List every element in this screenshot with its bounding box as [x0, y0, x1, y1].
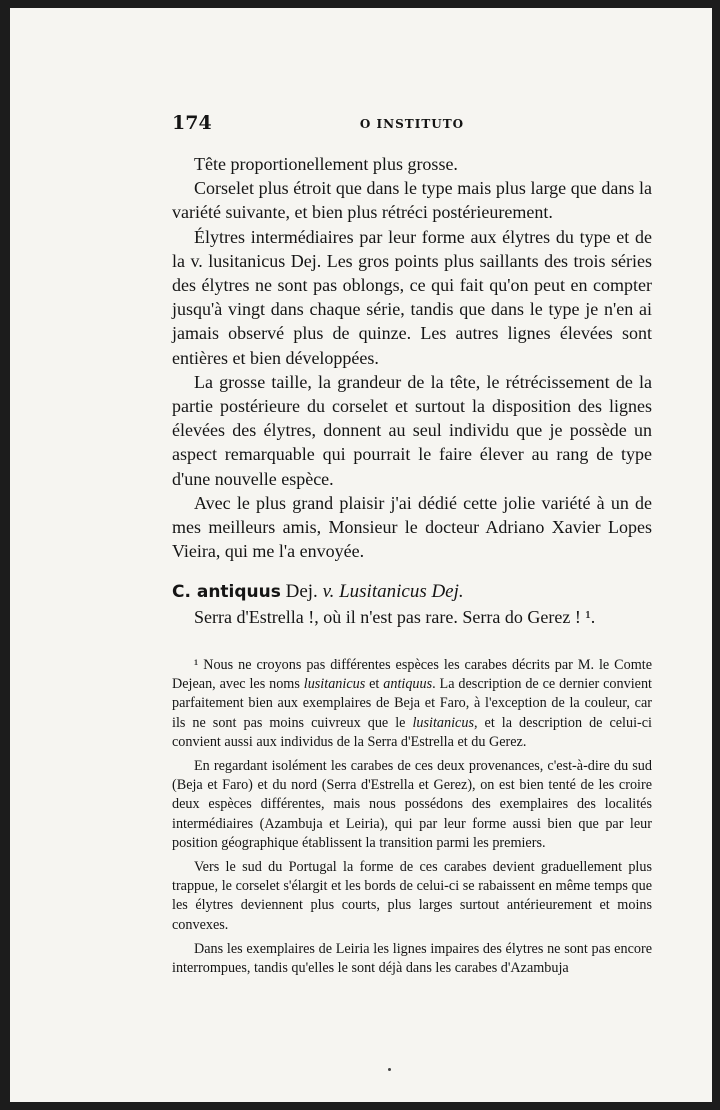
paragraph-dedication: Avec le plus grand plaisir j'ai dédié cette jolie variété à un de mes meilleurs amis, Monsieur le docteur Adriano Xavier Lopes Vieira, qui me l'a envoyée.	[172, 492, 652, 562]
footnote-paragraph-2: En regardant isolément les carabes de ces deux provenances, c'est-à-dire du sud (Beja et Faro) et du nord (Serra d'Estrella et Gerez), on est bien tenté de les croire deux espèces différentes, mais nous possédons des exemplaires des localités intermédiaires (Azambuja et Leiria), qui par leur forme aussi bien que par leur position géographique établissent la transition parmi les premiers.	[172, 758, 652, 851]
species-author: Dej.	[285, 581, 318, 603]
footnote-1-text-d: , et la description de celui-ci convient aussi aux individus de la Serra d'Estrella et du Gerez.	[172, 714, 653, 750]
paragraph-elytres-description: Élytres intermédiaires par leur forme aux élytres du type et de la v. lusitanicus Dej. Les gros points plus saillants des trois séries des élytres ne sont pas oblongs, ce qui fait qu'on peut en compter jusqu'à vingt dans chaque série, tandis que dans le type je n'en ai jamais observé plus de quinze. Les autres lignes élevées sont entières et bien développées.	[172, 226, 652, 368]
footnotes	[172, 656, 652, 983]
footnote-paragraph-4: Dans les exemplaires de Leiria les lignes impaires des élytres ne sont pas encore interrompues, tandis qu'elles le sont déjà dans les carabes d'Azambuja	[172, 940, 652, 977]
page-number: 174	[172, 112, 212, 134]
paragraph-remarks: La grosse taille, la grandeur de la tête, le rétrécissement de la partie postérieure du corselet et surtout la disposition des lignes élevées des élytres, donnent au seul individu que je possède un aspect remarquable qui pourrait le faire élever au rang de type d'une nouvelle espèce.	[172, 371, 652, 489]
footnote-1-lusitanicus: lusitanicus	[303, 676, 366, 693]
footnote-1	[172, 656, 652, 752]
footnote-1-text-b: et	[365, 676, 384, 693]
footnote-1-text-a: Nous ne croyons pas différentes espèces les carabes décrits par M. le Comte Dejean, avec les noms	[172, 657, 652, 693]
page-header	[172, 112, 652, 138]
book-page	[10, 8, 712, 1102]
paragraph-head-description: Tête proportionellement plus grosse.	[194, 154, 458, 174]
species-heading	[172, 579, 652, 605]
footnote-paragraph-3: Vers le sud du Portugal la forme de ces carabes devient graduellement plus trappue, le corselet s'élargit et les bords de celui-ci se rabaissent en même temps que les élytres deviennent plus courts, plus larges surtout antérieurement et moins convexes.	[172, 859, 652, 933]
print-mark	[388, 1068, 391, 1071]
footnote-1-lusitanicus-2: lusitanicus	[412, 714, 474, 731]
species-name: C. antiquus	[172, 582, 281, 603]
footnote-1-text-c: . La description de ce dernier convient parfaitement bien aux exemplaires de Beja et Faro, à l'exception de la couleur, car ils ne sont pas moins cuivreux que le	[172, 676, 652, 731]
main-text	[172, 152, 652, 630]
locality-line: Serra d'Estrella !, où il n'est pas rare. Serra do Gerez ! ¹.	[194, 607, 596, 628]
running-head: O INSTITUTO	[359, 117, 465, 131]
species-variety: v. Lusitanicus Dej.	[322, 581, 464, 603]
footnote-marker: ¹	[194, 657, 199, 673]
paragraph-corselet-description: Corselet plus étroit que dans le type mais plus large que dans la variété suivante, et bien plus rétréci postérieurement.	[172, 178, 652, 223]
footnote-1-antiquus: antiquus	[383, 676, 433, 693]
